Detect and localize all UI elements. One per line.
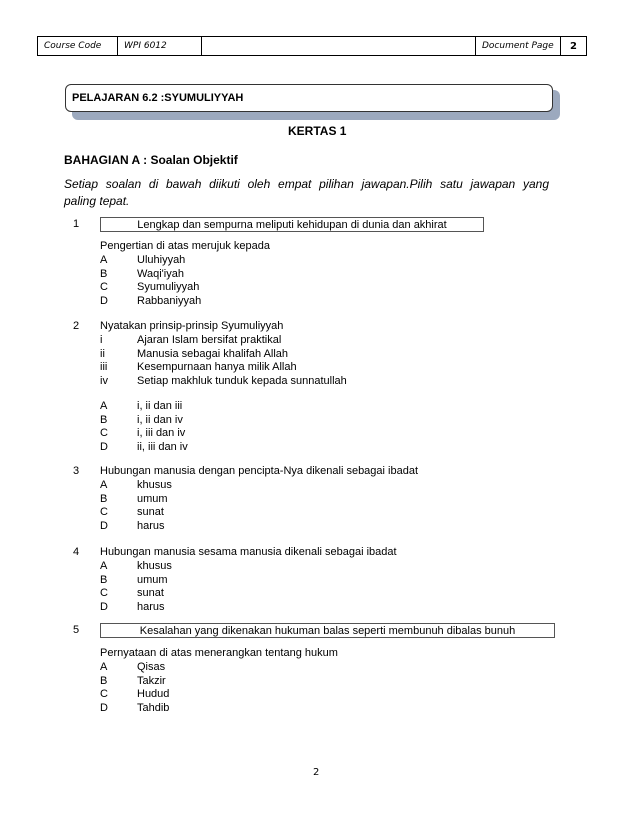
question-text: Hubungan manusia sesama manusia dikenali sebagai ibadat — [100, 546, 397, 558]
option-c: C Syumuliyyah — [100, 281, 200, 293]
question-stimulus-box: Lengkap dan sempurna meliputi kehidupan di dunia dan akhirat — [100, 217, 484, 232]
option-d: D Tahdib — [100, 701, 170, 714]
instruction-line-1: Setiap soalan di bawah diikuti oleh empat pilihan jawapan.Pilih satu jawapan yang — [64, 177, 549, 191]
option-c: C Hudud — [100, 688, 170, 700]
statement-i: i Ajaran Islam bersifat praktikal — [100, 334, 282, 346]
question-text: Pengertian di atas merujuk kepada — [100, 240, 270, 252]
option-list — [100, 479, 172, 533]
option-b: B Waqi'iyah — [100, 267, 184, 280]
document-page-label: Document Page — [476, 37, 561, 55]
question-stimulus-box: Kesalahan yang dikenakan hukuman balas seperti membunuh dibalas bunuh — [100, 623, 555, 638]
course-code-value: WPI 6012 — [118, 37, 202, 55]
section-title: BAHAGIAN A : Soalan Objektif — [64, 153, 238, 167]
question-number: 5 — [73, 624, 80, 636]
instruction-line-2: paling tepat. — [64, 194, 130, 208]
option-c: C sunat — [100, 587, 164, 599]
option-list — [100, 661, 169, 715]
lesson-title: PELAJARAN 6.2 :SYUMULIYYAH — [65, 84, 553, 112]
option-a: A khusus — [100, 479, 172, 491]
footer-page-number: 2 — [313, 767, 320, 778]
question-text: Hubungan manusia dengan pencipta-Nya dikenali sebagai ibadat — [100, 465, 419, 477]
question-text: Pernyataan di atas menerangkan tentang hukum — [100, 647, 338, 659]
option-b: B umum — [100, 573, 168, 586]
option-list — [100, 400, 188, 454]
option-b: B i, ii dan iv — [100, 413, 183, 426]
document-page-number: 2 — [570, 40, 577, 52]
option-d: D harus — [100, 600, 165, 613]
option-a: A Uluhiyyah — [100, 254, 186, 266]
option-d: D ii, iii dan iv — [100, 440, 188, 453]
option-list — [100, 254, 201, 308]
question-number: 4 — [73, 546, 80, 558]
document-header — [37, 36, 587, 56]
option-c: C sunat — [100, 506, 164, 518]
statement-iv: iv Setiap makhluk tunduk kepada sunnatullah — [100, 374, 347, 387]
question-text: Nyatakan prinsip-prinsip Syumuliyyah — [100, 320, 284, 332]
question-number: 3 — [73, 465, 80, 477]
statement-list — [100, 334, 347, 388]
question-number: 2 — [73, 320, 80, 332]
option-a: A Qisas — [100, 661, 166, 673]
option-a: A i, ii dan iii — [100, 400, 183, 412]
statement-ii: ii Manusia sebagai khalifah Allah — [100, 347, 289, 360]
question-number: 1 — [73, 218, 80, 230]
option-c: C i, iii dan iv — [100, 427, 186, 439]
option-b: B umum — [100, 492, 168, 505]
paper-title: KERTAS 1 — [288, 124, 347, 138]
option-d: D harus — [100, 519, 165, 532]
header-spacer — [202, 37, 476, 55]
option-b: B Takzir — [100, 674, 166, 687]
statement-iii: iii Kesempurnaan hanya milik Allah — [100, 361, 297, 373]
option-list — [100, 560, 172, 614]
option-d: D Rabbaniyyah — [100, 294, 202, 307]
course-code-label: Course Code — [38, 37, 118, 55]
option-a: A khusus — [100, 560, 172, 572]
instruction — [64, 176, 549, 210]
